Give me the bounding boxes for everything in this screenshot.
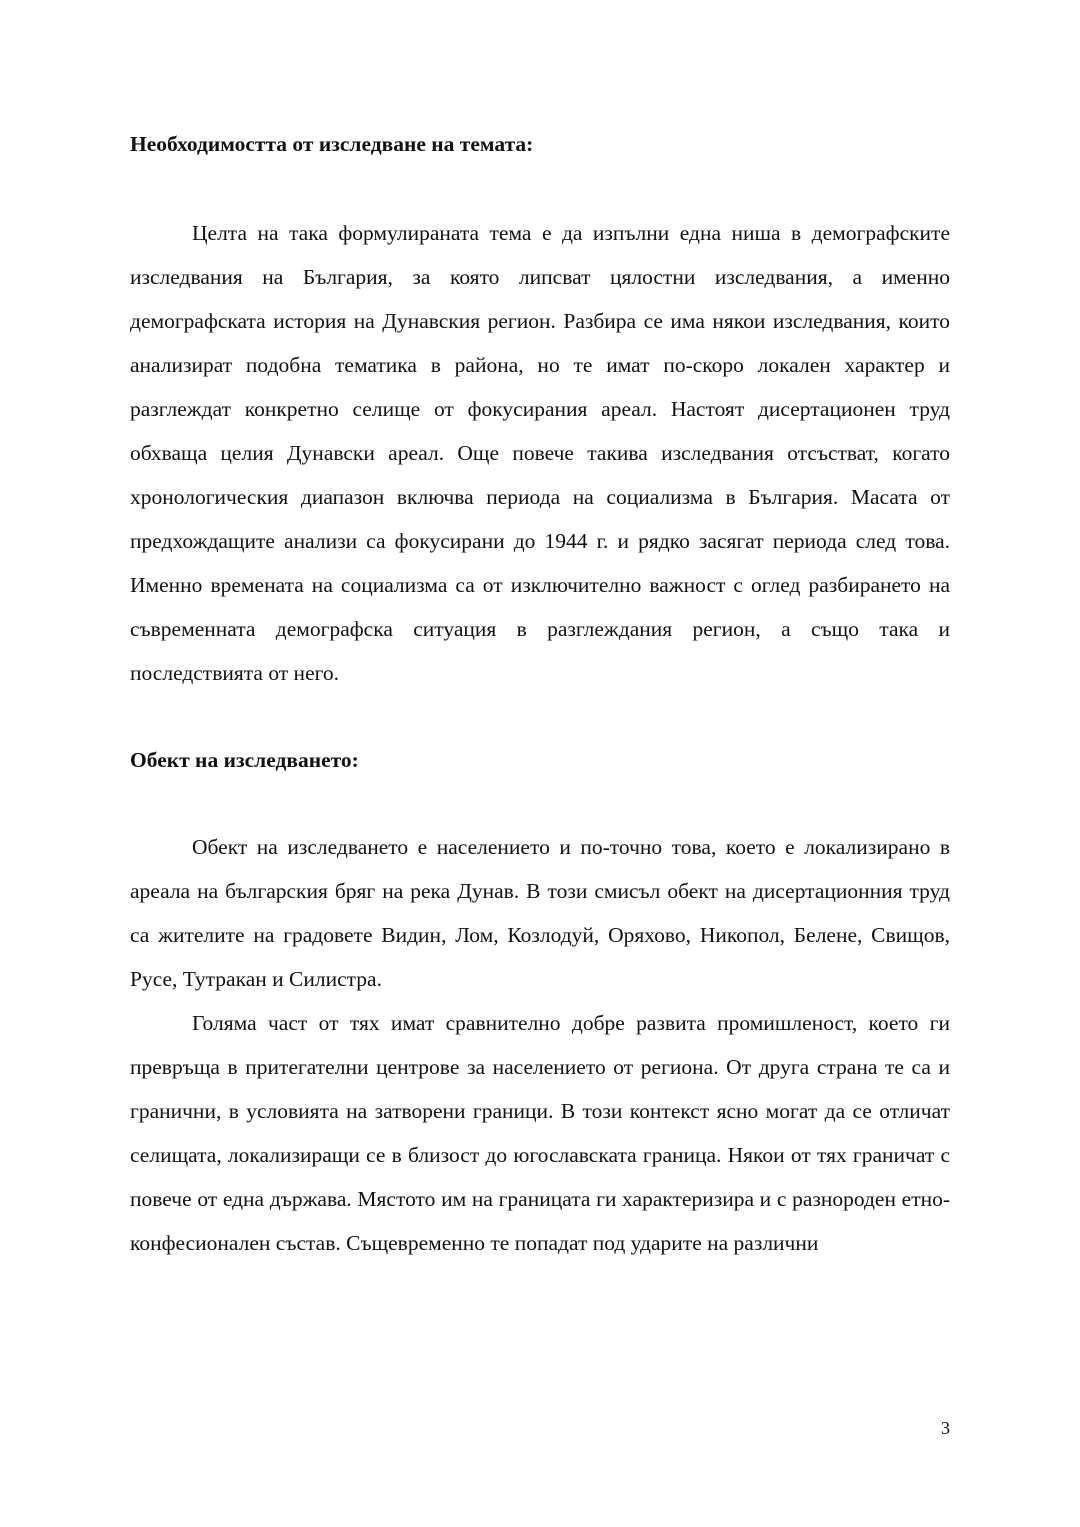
paragraph-research-necessity: Целта на така формулираната тема е да изпълни една ниша в демографските изследвания на България, за която липсват цялостни изследвания, а именно демографската история на Дунавския регион. Разбира се има някои изследвания, които анализират подобна тематика в района, но те имат по-скоро локален характер и разглеждат конкретно селище от фокусирания ареал. Настоят дисертационен труд обхваща целия Дунавски ареал. Още повече такива изследвания отсъстват, когато хронологическия диапазон включва периода на социализма в България. Масата от предхождащите анализи са фокусирани до 1944 г. и рядко засягат периода след това. Именно времената на социализма са от изключително важност с оглед разбирането на съвременната демографска ситуация в разглеждания регион, а също така и последствията от него. [130, 221, 950, 685]
paragraph-research-object: Обект на изследването е населението и по-точно това, което е локализирано в ареала на българския бряг на река Дунав. В този смисъл обект на дисертационния труд са жителите на градовете Видин, Лом, Козлодуй, Оряхово, Никопол, Белене, Свищов, Русе, Тутракан и Силистра. [130, 835, 950, 991]
section-heading-research-necessity: Необходимостта от изследване на темата: [130, 132, 534, 156]
paragraph-industry-border: Голяма част от тях имат сравнително добре развита промишленост, което ги превръща в притегателни центрове за населението от региона. От друга страна те са и гранични, в условията на затворени граници. В този контекст ясно могат да се отличат селищата, локализиращи се в близост до югославската граница. Някои от тях граничат с повече от една държава. Мястото им на границата ги характеризира и с разнороден етно-конфесионален състав. Същевременно те попадат под ударите на различни [130, 1011, 950, 1255]
section-heading-research-object: Обект на изследването: [130, 748, 359, 772]
page-number: 3 [941, 1418, 950, 1438]
page-body [130, 124, 950, 1265]
